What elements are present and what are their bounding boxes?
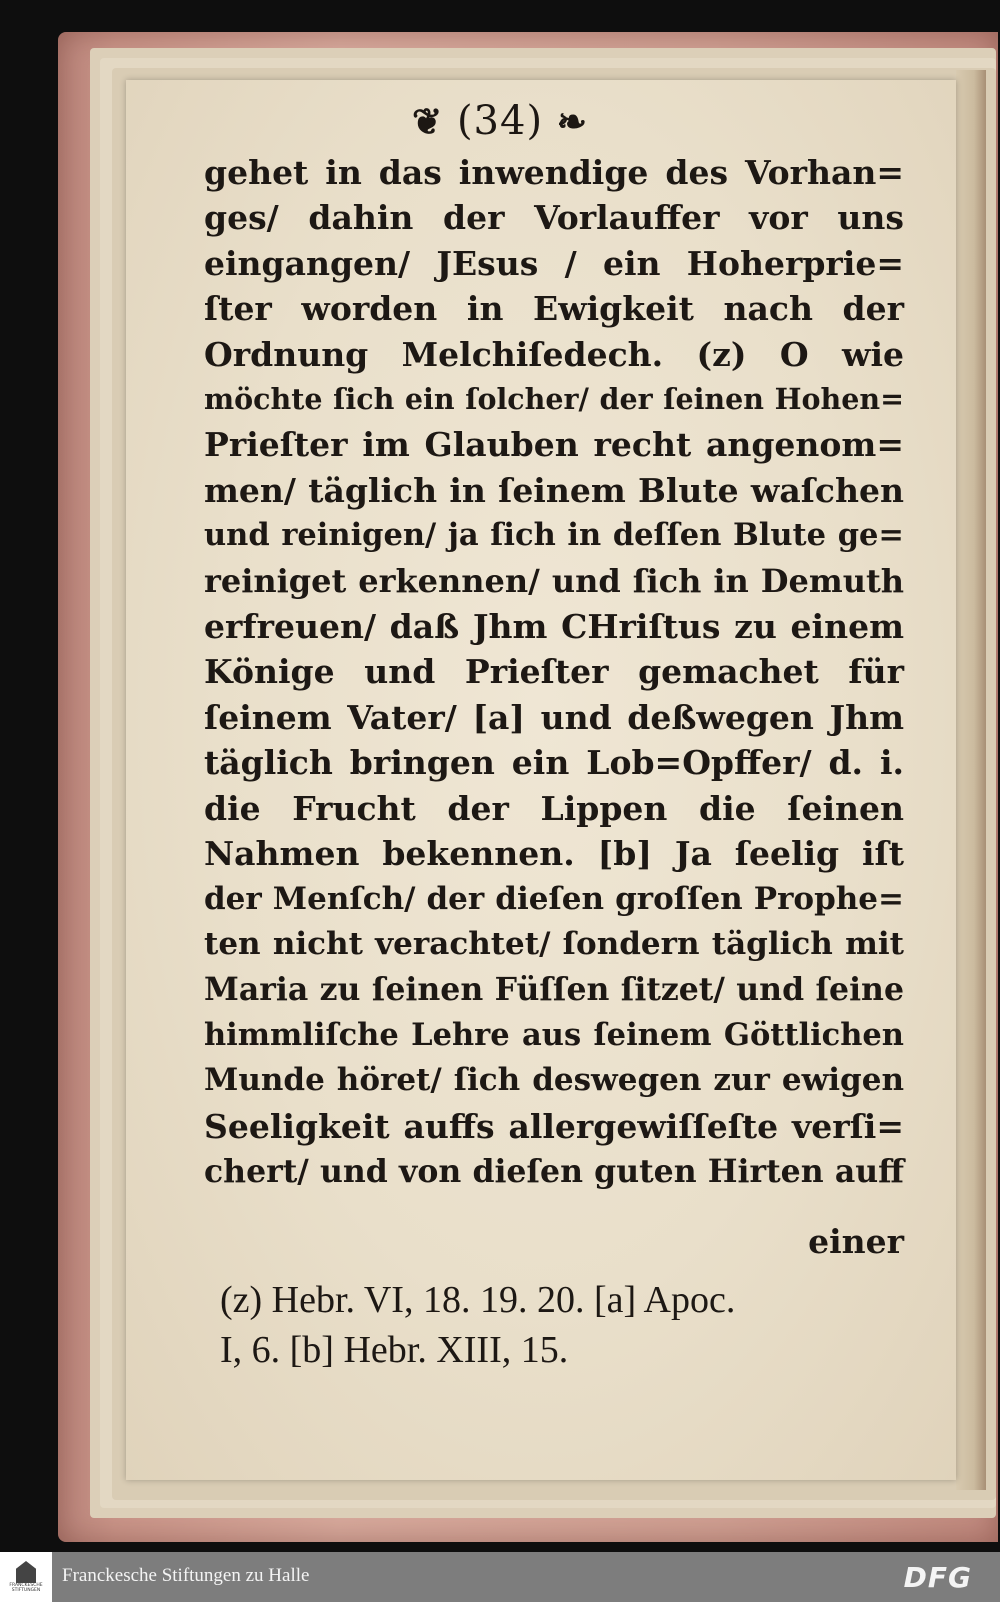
text-line: erfreuen/ daß Jhm CHriſtus zu einem [204,607,904,647]
institution-logo[interactable] [0,1552,52,1602]
text-line: reiniget erkennen/ und ſich in Demuth [204,561,904,600]
text-line: Ordnung Melchiſedech. (z) O wie [204,334,904,374]
text-line: gehet in das inwendige des Vorhan= [204,153,904,192]
footnote-line: (z) Hebr. VI, 18. 19. 20. [a] Apoc. [220,1279,736,1321]
dfg-logo[interactable]: DFG [903,1561,972,1594]
text-line: der Menſch/ der dieſen groſſen Prophe= [204,880,904,917]
ornament-right-icon: ❧ [556,101,588,143]
text-line: möchte ſich ein ſolcher/ der ſeinen Hohen= [204,382,904,417]
text-line: die Frucht der Lippen die ſeinen [204,788,904,828]
footnote-line: I, 6. [b] Hebr. XIII, 15. [220,1329,569,1371]
text-line: ges/ dahin der Vorlauffer vor uns [204,198,904,238]
text-line: ſter worden in Ewigkeit nach der [204,289,904,329]
facing-page-edge [956,70,986,1490]
text-line: men/ täglich in ſeinem Blute waſchen [204,470,904,510]
text-line: chert/ und von dieſen guten Hirten auff [204,1152,904,1190]
text-line: Seeligkeit auffs allergewiſſeſte verſi= [204,1106,904,1146]
text-line: eingangen/ JEsus / ein Hoherprie= [204,243,904,283]
text-line: Prieſter im Glauben recht angenom= [204,425,904,465]
text-line: Munde höret/ ſich deswegen zur ewigen [204,1062,904,1099]
text-line: himmliſche Lehre aus ſeinem Göttlichen [204,1016,904,1053]
body-text [204,150,904,1194]
text-line: ſeinem Vater/ [a] und deßwegen Jhm [204,697,904,737]
catchword: einer [808,1222,904,1261]
institution-name[interactable]: Franckesche Stiftungen zu Halle [62,1565,310,1586]
text-line: Maria zu ſeinen Füſſen ſitzet/ und ſeine [204,971,904,1009]
page-number: (34) [456,98,544,144]
text-line: Nahmen bekennen. [b] Ja ſeelig iſt [204,834,904,874]
text-line: Könige und Prieſter gemachet für [204,652,904,692]
text-line: täglich bringen ein Lob=Opffer/ d. i. [204,743,904,783]
text-line: ten nicht verachtet/ ſondern täglich mit [204,925,904,962]
page-header [0,98,1000,144]
ornament-left-icon: ❦ [412,101,444,143]
footnotes [220,1275,910,1375]
text-line: und reinigen/ ja ſich in deſſen Blute ge= [204,517,904,554]
building-icon [16,1561,36,1583]
logo-caption: FRANCKESCHE STIFTUNGEN [9,1583,43,1593]
footer-bar [0,1552,1000,1602]
